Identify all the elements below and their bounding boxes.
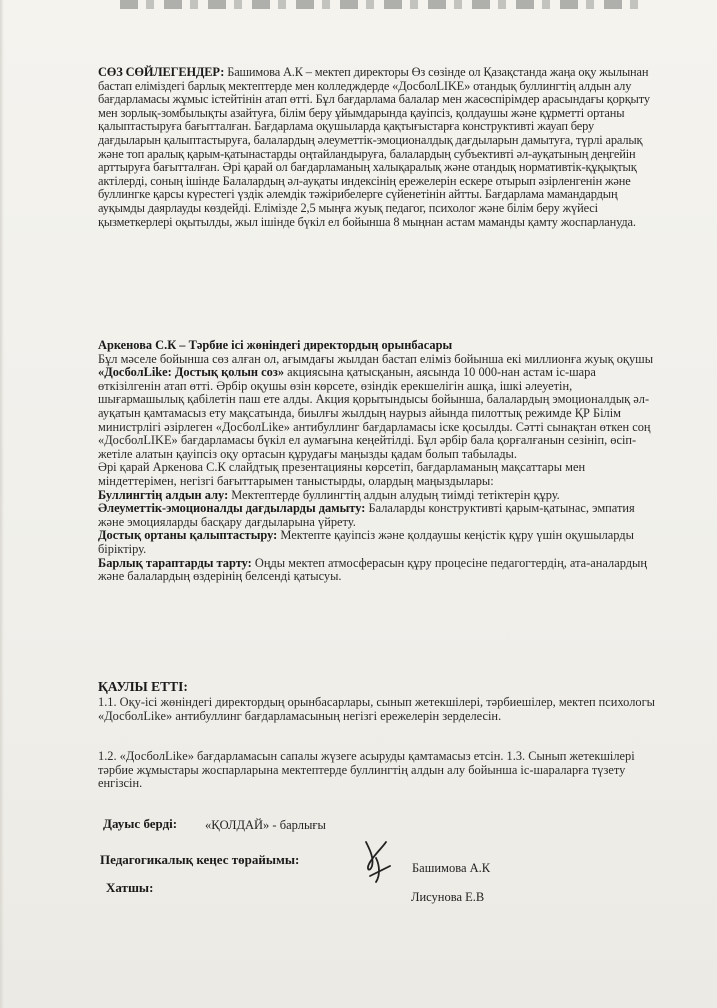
resolution-item-2: 1.2. «ДосболLike» бағдарламасын сапалы жүзеге асыруды қамтамасыз етсін. 1.3. Сынып жетекшілері тәрбие жұмыстары жоспарларына мектептерде буллингтің алдын алу бойынша іс-шараларға түзету енгізсін. [98, 749, 635, 791]
secretary-label: Хатшы: [106, 880, 154, 895]
direction-item [98, 557, 658, 584]
speaker-heading: Аркенова С.К – Тәрбие ісі жөніндегі директордың орынбасары [98, 338, 453, 352]
secretary-name: Лисунова Е.В [411, 890, 485, 904]
speech-sentence: акциясына қатысқанын, аясында 10 000-нан астам іс-шара өткізілгенін атап өтті. Әрбір оқушы өзін көрсете, өзіндік ерекшелігін ашқа, ішкі әлеуетін, шығармашылық қабілетін паш ете алды. Акция қорытындысы бойынша, балалардың эмоционалдық әл-ауқатын қамтамасыз ету мақсатында, биылғы жылдың наурыз айында пилоттық режимде ҚР Білім министрлігі әзірлеген «ДосболLike» антибуллинг бағдарламасы іске қосылды. Сәтті сынақтан өткен соң «ДосболLIKE» бағдарламасы бүкіл ел аумағына кеңейтілді. Бұл әрбір бала қорғалғанын сезініп, өсіп-жетіле алатын қауіпсіз оқу ортасын құрудағы маңызды қадам болып табылады. [98, 365, 651, 461]
chair-name: Башимова А.К [412, 861, 491, 875]
vote-value: «ҚОЛДАЙ» - барлығы [205, 818, 326, 832]
speech-text [98, 353, 658, 462]
presentation-text: Әрі қарай Аркенова С.К слайдтық презентацияны көрсетіп, бағдарламаның мақсаттары мен міндеттерімен, негізгі бағыттарымен таныстырды, олардың маңыздылары: [98, 460, 586, 488]
direction-title: Әлеуметтік-эмоционалды дағдыларды дамыту: [98, 501, 366, 516]
direction-item [98, 529, 658, 556]
campaign-name: «ДосболLike: Достық қолын соз» [98, 365, 285, 380]
resolution-item-1: 1.1. Оқу-ісі жөніндегі директордың орынбасарлары, сынып жетекшілері, тәрбиешілер, мектеп психологы «ДосболLike» антибуллинг бағдарламасының негізгі ережелерін зерделесін. [98, 695, 655, 723]
direction-item [98, 502, 658, 529]
direction-item [98, 489, 658, 503]
speech-paragraph-arkenova [98, 339, 658, 584]
direction-title: Барлық тараптарды тарту: [98, 555, 252, 570]
cut-off-top-text [120, 0, 640, 9]
direction-title: Достық ортаны қалыптастыру: [98, 528, 278, 543]
direction-text: Оңды мектеп атмосферасын құру процесіне педагогтердің, ата-аналардың және балалардың өздерінің белсенді қатысуы. [98, 555, 647, 584]
speech-paragraph-bashimova [98, 66, 658, 229]
program-directions [98, 489, 658, 584]
direction-title: Буллингтің алдын алу: [98, 487, 229, 502]
handwritten-signature [360, 836, 396, 886]
speech-sentence: Бұл мәселе бойынша сөз алған ол, ағымдағы жылдан бастап еліміз бойынша екі миллионға жуық оқушы [98, 351, 654, 366]
decision-heading: ҚАУЛЫ ЕТТІ: [98, 679, 188, 694]
speakers-heading: СӨЗ СӨЙЛЕГЕНДЕР: [98, 65, 225, 79]
direction-text: Мектепте қауіпсіз және қолдаушы кеңістік құру үшін оқушыларды біріктіру. [98, 528, 634, 556]
speech-text: Башимова А.К – мектеп директоры Өз сөзінде ол Қазақстанда жаңа оқу жылынан бастап еліміздегі барлық мектептерде мен колледждерде «ДосболLIKE» отандық буллингтің алдын алу бағдарламасы жұмыс істейтінін атап өтті. Бұл бағдарлама балалар мен жасөспірімдер арасындағы қорқыту мен зорлық-зомбылықты азайтуға, білім беру ұйымдарында қауіпсіз, қолдаушы және құрметті ортаны қалыптастыруға бағытталған. Бағдарлама оқушыларда қақтығыстарға конструктивті жауап беру дағдыларын қалыптастыруға, балалардың әлеуметтік-эмоционалдық дағдыларын дамытуға, түрлі аралық және топ аралық қарым-қатынастарды оңтайландыруға, балалардың субъективті әл-ауқатының деңгейін арттыруға бағытталған. Әрі қарай ол бағдарламаның халықаралық және отандық нормативтік-құқықтық актілерді, соның ішінде Балалардың әл-ауқаты индексінің ережелерін ескере отырып әзірленгенін және буллингке қарсы күрестегі үздік әлемдік тәжірибелерге сүйенетінін айтты. Бағдарлама мамандардың ауқымды даярлауды көздейді. Елімізде 2,5 мыңға жуық педагог, психолог және білім беру жүйесі қызметкерлері оқытылды, жыл ішінде бүкіл ел бойынша 8 мыңнан астам маманды қамту жоспарлануда. [98, 65, 650, 229]
page-edge-shadow [0, 0, 4, 1008]
direction-text: Мектептерде буллингтің алдын алудың тиімді тетіктерін құру. [228, 487, 560, 502]
vote-label: Дауыс берді: [103, 816, 178, 831]
chair-label: Педагогикалық кеңес төрайымы: [100, 852, 300, 867]
direction-text: Балаларды конструктивті қарым-қатынас, эмпатия және эмоцияларды басқару дағдыларына үйрету. [98, 501, 635, 529]
